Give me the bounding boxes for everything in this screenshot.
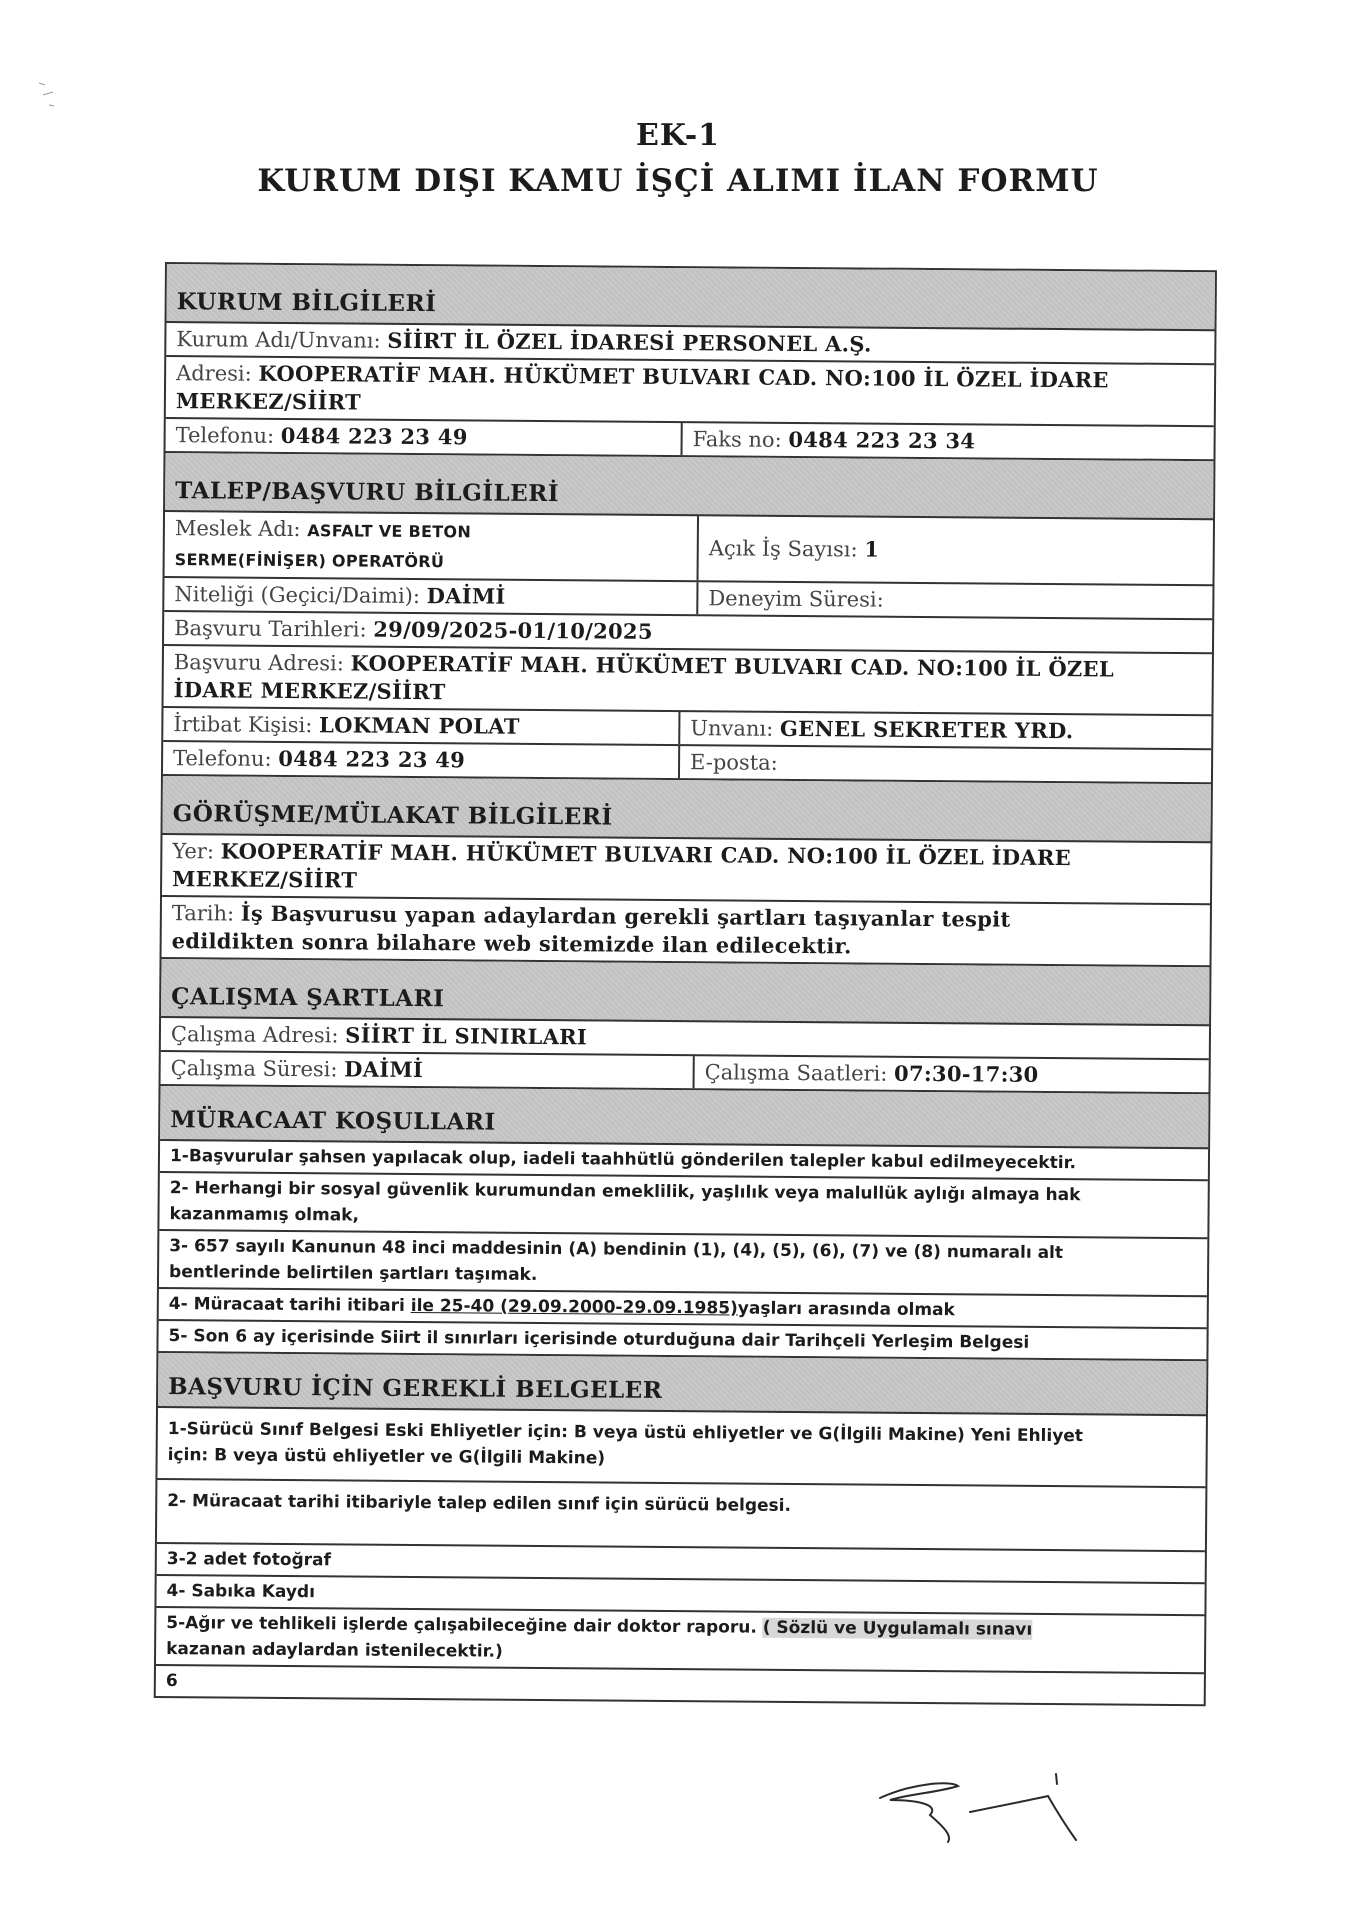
document-2: 2- Müracaat tarihi itibariyle talep edilen sınıf için sürücü belgesi. [167,1491,792,1516]
interview-date-label: Tarih: [171,901,235,926]
app-address-line2: İDARE MERKEZ/SİİRT [173,677,446,705]
openings-value: 1 [864,536,880,562]
kurum-phone-value: 0484 223 23 49 [280,422,468,450]
job-value-line2: SERME(FİNİŞER) OPERATÖRÜ [174,550,445,572]
section-header-belgeler: BAŞVURU İÇİN GEREKLİ BELGELER [158,1353,1206,1416]
document-4: 4- Sabıka Kaydı [166,1581,316,1603]
document-row [157,1480,1205,1552]
kurum-fax-value: 0484 223 23 34 [788,426,976,454]
document-5-pre: 5-Ağır ve tehlikeli işlerde çalışabileceğine dair doktor raporu. [166,1613,763,1638]
handwritten-signature [870,1770,1100,1850]
kurum-name-value: SİİRT İL ÖZEL İDARESİ PERSONEL A.Ş. [387,327,872,357]
contact-label: İrtibat Kişisi: [173,712,313,738]
condition-4-age-range: ile 25-40 (29.09.2000-29.09.1985) [410,1295,738,1319]
condition-2-line2: kazanmamış olmak, [169,1204,360,1226]
document-5-line2: kazanan adaylardan istenilecektir.) [166,1639,503,1662]
document-1-line2: için: B veya üstü ehliyetler ve G(İlgili Makine) [167,1445,606,1469]
contact-value: LOKMAN POLAT [319,712,520,739]
announcement-form [154,262,1217,1706]
gorusme-date-row [162,897,1210,967]
section-header-gorusme: GÖRÜŞME/MÜLAKAT BİLGİLERİ [162,776,1210,843]
condition-3-line1: 3- 657 sayılı Kanunun 48 inci maddesinin (A) bendinin (1), (4), (5), (6), (7) ve (8) numaralı alt [169,1236,1064,1264]
contact-title-value: GENEL SEKRETER YRD. [779,715,1074,744]
work-hours-value: 07:30-17:30 [893,1060,1039,1087]
document-1-line1: 1-Sürücü Sınıf Belgesi Eski Ehliyetler için: B veya üstü ehliyetler ve G(İlgili Makine) Yeni Ehliyet [167,1419,1084,1447]
job-value-line1: ASFALT VE BETON [307,521,472,542]
work-address-label: Çalışma Adresi: [170,1022,339,1048]
kurum-address-value-line2: MERKEZ/SİİRT [175,388,362,415]
section-header-calisma: ÇALIŞMA ŞARTLARI [161,959,1209,1026]
condition-3-line2: bentlerinde belirtilen şartları taşımak. [168,1262,538,1285]
work-hours-label: Çalışma Saatleri: [704,1060,888,1086]
kurum-address-label: Adresi: [176,361,252,386]
condition-5: 5- Son 6 ay içerisinde Siirt il sınırları içerisinde oturduğuna dair Tarihçeli Yerleşim Belgesi [168,1326,1030,1353]
document-row [157,1408,1206,1488]
kurum-fax-label: Faks no: [692,427,782,452]
scan-noise-mark [35,75,75,115]
nature-label: Niteliği (Geçici/Daimi): [174,582,421,609]
app-address-label: Başvuru Adresi: [173,650,344,676]
talep-phone-label: Telefonu: [173,746,272,771]
document-5-highlight: ( Sözlü ve Uygulamalı sınavı [762,1617,1033,1640]
work-duration-value: DAİMİ [344,1056,424,1083]
place-line1: KOOPERATİF MAH. HÜKÜMET BULVARI CAD. NO:100 İL ÖZEL İDARE [220,838,1072,871]
nature-value: DAİMİ [426,583,506,609]
work-address-value: SİİRT İL SINIRLARI [345,1022,588,1050]
condition-4-pre: 4- Müracaat tarihi itibari [168,1294,405,1316]
work-duration-label: Çalışma Süresi: [170,1056,338,1082]
interview-date-line2: edildikten sonra bilahare web sitemizde ilan edilecektir. [171,928,852,959]
dates-value: 29/09/2025-01/10/2025 [373,616,653,644]
kurum-phone-label: Telefonu: [175,423,275,448]
contact-title-label: Unvanı: [690,716,774,741]
condition-row [159,1173,1207,1239]
dates-label: Başvuru Tarihleri: [174,616,367,642]
openings-label: Açık İş Sayısı: [708,536,858,562]
place-line2: MERKEZ/SİİRT [172,866,358,893]
document-3: 3-2 adet fotoğraf [166,1549,332,1571]
job-label: Meslek Adı: [174,516,301,542]
kurum-name-label: Kurum Adı/Unvanı: [176,327,381,353]
condition-2-line1: 2- Herhangi bir sosyal güvenlik kurumundan emeklilik, yaşlılık veya malullük aylığı almaya hak [169,1178,1081,1206]
talep-phone-value: 0484 223 23 49 [278,745,466,773]
condition-1: 1-Başvurular şahsen yapılacak olup, iadeli taahhütlü gönderilen talepler kabul edilmeyecektir. [169,1146,1077,1174]
section-header-kurum: KURUM BİLGİLERİ [167,264,1215,331]
talep-job-row [165,512,1213,586]
condition-row [159,1231,1207,1297]
annex-label: EK-1 [635,118,721,153]
condition-4-post: yaşları arasında olmak [737,1298,955,1321]
document-row [156,1608,1204,1674]
page-number: 6 [165,1671,178,1692]
experience-label: Deneyim Süresi: [708,586,884,612]
place-label: Yer: [172,839,215,864]
app-address-line1: KOOPERATİF MAH. HÜKÜMET BULVARI CAD. NO:100 İL ÖZEL [350,650,1115,682]
kurum-address-value-line1: KOOPERATİF MAH. HÜKÜMET BULVARI CAD. NO:100 İL ÖZEL İDARE [258,360,1109,393]
kurum-address-row [166,357,1214,427]
section-header-muracaat: MÜRACAAT KOŞULLARI [160,1086,1208,1149]
section-header-talep: TALEP/BAŞVURU BİLGİLERİ [165,453,1213,520]
gorusme-place-row [162,835,1210,905]
interview-date-line1: İş Başvurusu yapan adaylardan gerekli şartları taşıyanlar tespit [240,900,1011,932]
form-title: KURUM DIŞI KAMU İŞÇİ ALIMI İLAN FORMU [257,163,1099,199]
email-label: E-posta: [689,750,778,775]
talep-address-row [163,646,1211,716]
